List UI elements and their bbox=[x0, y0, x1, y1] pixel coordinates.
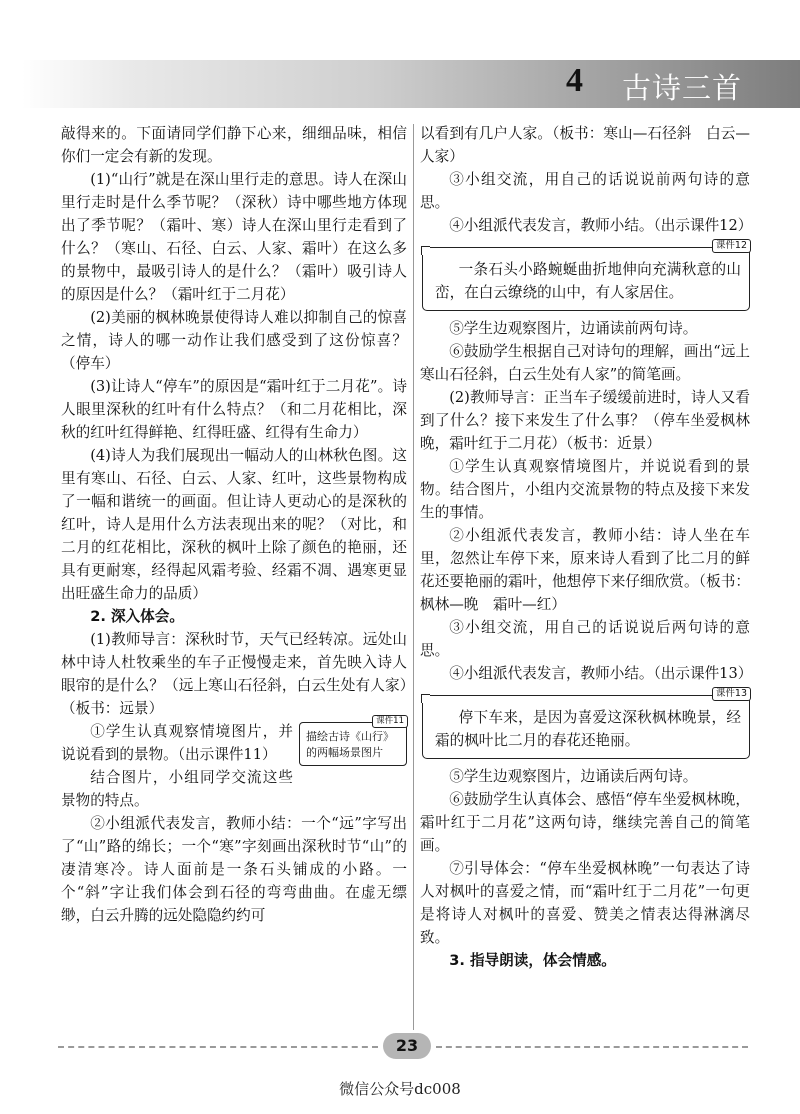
paragraph: ③小组交流，用自己的话说说后两句诗的意思。 bbox=[420, 619, 750, 659]
paragraph: ⑤学生边观察图片，边诵读后两句诗。 bbox=[449, 768, 698, 785]
right-column bbox=[420, 122, 753, 972]
left-column bbox=[61, 122, 407, 927]
paragraph: ④小组派代表发言，教师小结。（出示课件12） bbox=[449, 217, 753, 234]
page-number: 23 bbox=[383, 1033, 431, 1059]
courseware-11-text: 描绘古诗《山行》的两幅场景图片 bbox=[306, 730, 394, 759]
paragraph: (2)教师导言：正当车子缓缓前进时，诗人又看到了什么？接下来发生了什么事？（停车坐爱枫林晚，霜叶红于二月花）（板书：近景） bbox=[420, 389, 750, 452]
paragraph: ②小组派代表发言，教师小结：诗人坐在车里，忽然让车停下来，原来诗人看到了比二月的鲜花还要艳丽的霜叶，他想停下来仔细欣赏。（板书：枫林—晚 霜叶—红） bbox=[420, 527, 750, 613]
courseware-12-box bbox=[422, 240, 750, 311]
lesson-title: 古诗三首 bbox=[622, 71, 743, 105]
left-column-top bbox=[61, 122, 407, 720]
courseware-13-label: 课件13 bbox=[712, 687, 751, 701]
paragraph: ⑥鼓励学生认真体会、感悟“停车坐爱枫林晚，霜叶红于二月花”这两句诗，继续完善自己的简笔画。 bbox=[420, 791, 750, 854]
paragraph: 结合图片，小组同学交流这些景物的特点。 bbox=[61, 769, 293, 809]
float-paragraph-text: ①学生认真观察情境图片，并说说看到的景物。（出示课件11） bbox=[61, 723, 293, 763]
paragraph: ①学生认真观察情境图片，并说说看到的景物。结合图片，小组内交流景物的特点及接下来发生的事情。 bbox=[420, 458, 750, 521]
paragraph: (3)让诗人“停车”的原因是“霜叶红于二月花”。诗人眼里深秋的红叶有什么特点？（和二月花相比，深秋的红叶红得鲜艳、红得旺盛、红得有生命力） bbox=[61, 378, 407, 441]
paragraph: ③小组交流，用自己的话说说前两句诗的意思。 bbox=[420, 171, 750, 211]
courseware-13-box bbox=[422, 688, 750, 759]
paragraph: ④小组派代表发言，教师小结。（出示课件13） bbox=[449, 665, 753, 682]
courseware-11-label: 课件11 bbox=[372, 715, 408, 728]
paragraph: 敲得来的。下面请同学们静下心来，细细品味，相信你们一定会有新的发现。 bbox=[61, 125, 407, 165]
watermark: 微信公众号dc008 bbox=[339, 1080, 461, 1098]
paragraph: (1)“山行”就是在深山里行走的意思。诗人在深山里行走时是什么季节呢？（深秋）诗中哪些地方体现出了季节呢？（霜叶、寒）诗人在深山里行走看到了什么？（寒山、石径、白云、人家、霜叶）在这么多的景物中，最吸引诗人的是什么？（霜叶）吸引诗人的原因是什么？（霜叶红于二月花） bbox=[61, 171, 407, 303]
courseware-11-box bbox=[299, 716, 407, 766]
right-column-bottom bbox=[420, 765, 750, 972]
paragraph: ②小组派代表发言，教师小结：一个“远”字写出了“山”路的绵长；一个“寒”字刻画出深秋时节“山”的凄清寒冷。诗人面前是一条石头铺成的小路。一个“斜”字让我们体会到石径的弯弯曲曲。在虚无缥缈，白云升腾的远处隐隐约约可 bbox=[61, 815, 407, 924]
courseware-12-text: 一条石头小路蜿蜒曲折地伸向充满秋意的山峦，在白云缭绕的山中，有人家居住。 bbox=[435, 261, 741, 301]
paragraph: ⑤学生边观察图片，边诵读前两句诗。 bbox=[449, 320, 698, 337]
paragraph: 以看到有几户人家。（板书：寒山—石径斜 白云—人家） bbox=[420, 125, 750, 165]
column-divider bbox=[413, 124, 414, 1030]
left-column-after bbox=[61, 766, 407, 927]
footer-dash-right bbox=[436, 1046, 748, 1048]
paragraph: 3. 指导朗读，体会情感。 bbox=[449, 952, 616, 969]
footer-dash-left bbox=[58, 1046, 378, 1048]
float-paragraph bbox=[61, 716, 407, 766]
paragraph: (2)美丽的枫林晚景使得诗人难以抑制自己的惊喜之情，诗人的哪一动作让我们感受到了这份惊喜？（停车） bbox=[61, 309, 407, 372]
paragraph: (4)诗人为我们展现出一幅动人的山林秋色图。这里有寒山、石径、白云、人家、红叶，这些景物构成了一幅和谐统一的画面。但让诗人更动心的是深秋的红叶，诗人是用什么方法表现出来的呢？（对比，和二月的红花相比，深秋的枫叶上除了颜色的艳丽，还具有更耐寒，经得起风霜考验、经霜不凋、遇寒更显出旺盛生命力的品质） bbox=[61, 447, 407, 602]
lesson-number: 4 bbox=[566, 62, 583, 99]
paragraph: ⑦引导体会：“停车坐爱枫林晚”一句表达了诗人对枫叶的喜爱之情，而“霜叶红于二月花”一句更是将诗人对枫叶的喜爱、赞美之情表达得淋漓尽致。 bbox=[420, 860, 750, 946]
paragraph: ⑥鼓励学生根据自己对诗句的理解，画出“远上寒山石径斜，白云生处有人家”的简笔画。 bbox=[420, 343, 750, 383]
right-column-top bbox=[420, 122, 753, 237]
paragraph: (1)教师导言：深秋时节，天气已经转凉。远处山林中诗人杜牧乘坐的车子正慢慢走来，首先映入诗人眼帘的是什么？（远上寒山石径斜，白云生处有人家）（板书：远景） bbox=[61, 631, 407, 717]
courseware-13-text: 停下车来，是因为喜爱这深秋枫林晚景，经霜的枫叶比二月的春花还艳丽。 bbox=[435, 709, 741, 749]
courseware-12-label: 课件12 bbox=[712, 239, 751, 253]
paragraph: 2. 深入体会。 bbox=[90, 608, 184, 625]
right-column-mid bbox=[420, 317, 753, 685]
